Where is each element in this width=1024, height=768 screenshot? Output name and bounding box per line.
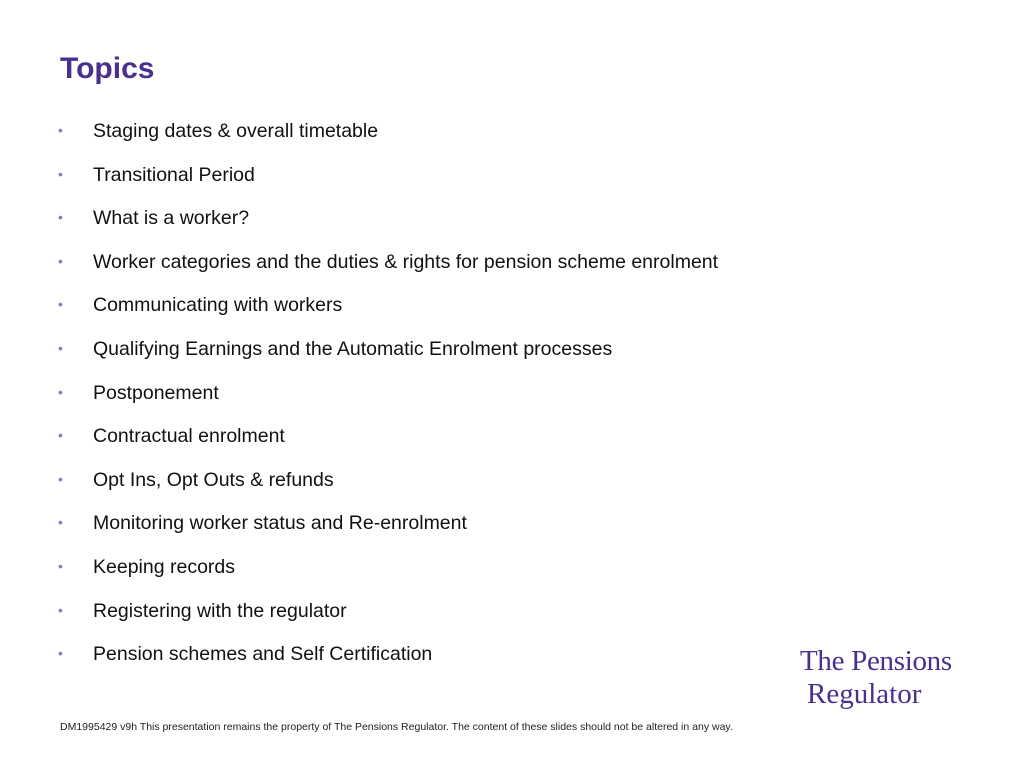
slide-title: Topics [60,52,155,85]
bullet-icon: • [58,557,63,574]
list-item-text: Contractual enrolment [93,425,285,448]
bullet-icon: • [58,252,63,269]
list-item-text: Staging dates & overall timetable [93,120,379,142]
bullet-icon: • [58,165,63,182]
topics-list [58,120,718,687]
pensions-regulator-logo [800,645,952,711]
list-item [58,294,718,338]
list-item [58,207,718,251]
logo-line-1: The Pensions [800,645,952,677]
bullet-icon: • [58,339,63,356]
list-item [58,643,718,687]
list-item-text: What is a worker? [93,207,250,230]
list-item [58,120,718,164]
list-item [58,600,718,644]
list-item-text: Qualifying Earnings and the Automatic Enrolment processes [93,337,613,360]
list-item-text: Pension schemes and Self Certification [93,643,433,666]
bullet-icon: • [58,645,63,662]
list-item-text: Transitional Period [93,163,255,186]
list-item-text: Monitoring worker status and Re-enrolment [93,512,467,535]
list-item [58,556,718,600]
footer-disclaimer: DM1995429 v9h This presentation remains the property of The Pensions Regulator. The content of these slides should not be altered in any way. [60,721,733,733]
bullet-icon: • [58,122,63,138]
list-item [58,164,718,208]
bullet-icon: • [58,427,63,444]
bullet-icon: • [58,383,63,400]
list-item-text: Opt Ins, Opt Outs & refunds [93,468,334,491]
list-item-text: Keeping records [93,555,236,578]
list-item-text: Worker categories and the duties & rights for pension scheme enrolment [93,250,719,273]
list-item [58,425,718,469]
bullet-icon: • [58,601,63,618]
bullet-icon: • [58,296,63,313]
bullet-icon: • [58,470,63,487]
list-item-text: Registering with the regulator [93,599,347,622]
list-item-text: Postponement [93,381,219,404]
list-item [58,469,718,513]
list-item [58,251,718,295]
list-item [58,512,718,556]
list-item [58,338,718,382]
list-item-text: Communicating with workers [93,294,343,317]
logo-line-2: Regulator [807,678,922,710]
list-item [58,382,718,426]
bullet-icon: • [58,209,63,226]
bullet-icon: • [58,514,63,531]
